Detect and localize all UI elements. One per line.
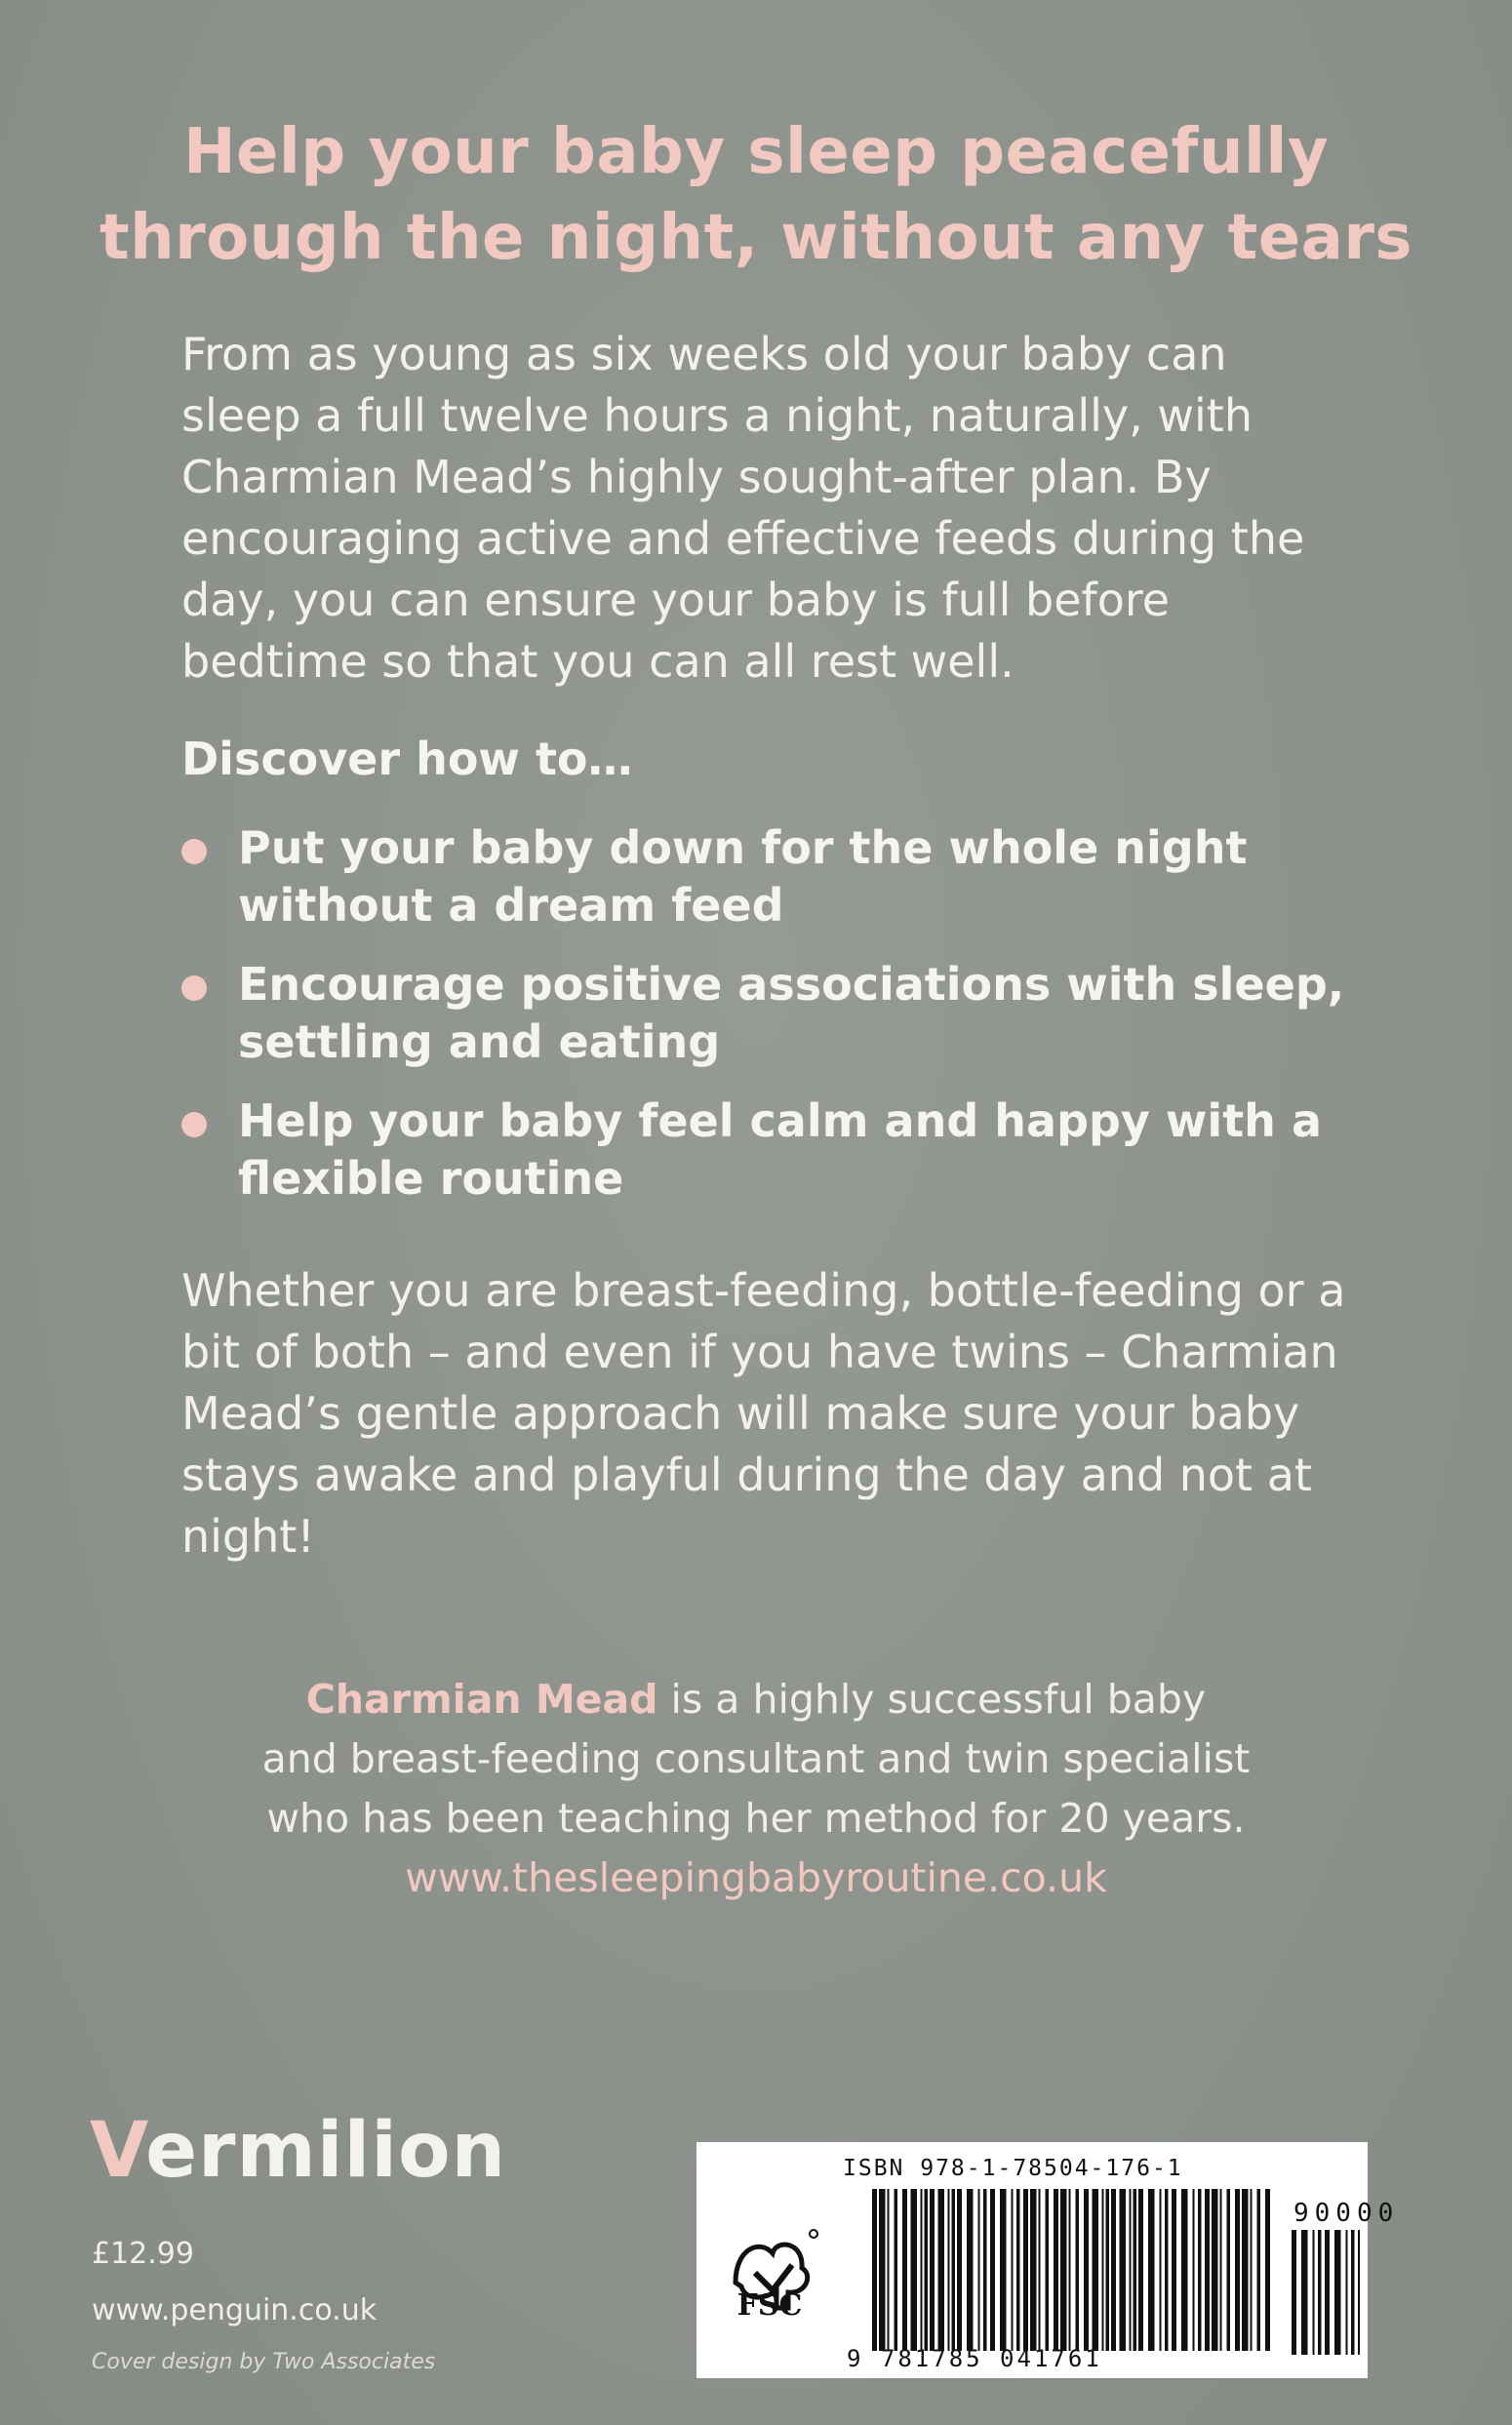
- barcode-bar: [1220, 2189, 1222, 2351]
- barcode-bar: [1172, 2189, 1176, 2351]
- barcode-bar: [1257, 2189, 1261, 2351]
- bullet-dot-icon: [181, 839, 207, 864]
- barcode-bar: [888, 2189, 890, 2351]
- headline-line-1: Help your baby sleep peacefully: [182, 116, 1330, 188]
- barcode-bar: [1054, 2189, 1058, 2351]
- barcode-bar: [1193, 2189, 1195, 2351]
- barcode-bar: [1292, 2230, 1296, 2355]
- barcode-bar: [1346, 2230, 1348, 2355]
- barcode-bar: [948, 2189, 950, 2351]
- barcode-panel: [696, 2142, 1400, 2378]
- barcode-bar: [1023, 2189, 1028, 2351]
- barcode-bar: [1358, 2230, 1360, 2355]
- bullet-dot-icon: [181, 1112, 207, 1137]
- barcode-bar: [1120, 2189, 1127, 2351]
- bio-text-3: who has been teaching her method for 20 years.: [266, 1795, 1246, 1842]
- barcode-bar: [1046, 2189, 1050, 2351]
- bullet-text: Help your baby feel calm and happy with a flexible routine: [238, 1094, 1322, 1205]
- publisher-website-link[interactable]: www.penguin.co.uk: [92, 2293, 378, 2327]
- barcode-bar: [879, 2189, 886, 2351]
- barcode-bar: [1212, 2189, 1218, 2351]
- price: £12.99: [92, 2237, 194, 2271]
- discover-heading: Discover how to…: [181, 733, 633, 785]
- barcode-bar: [1318, 2230, 1322, 2355]
- barcode-bar: [1093, 2189, 1099, 2351]
- barcode-bar: [1351, 2230, 1355, 2355]
- barcode-bar: [902, 2189, 907, 2351]
- barcode-bar: [1138, 2189, 1143, 2351]
- barcode-bar: [895, 2189, 898, 2351]
- publisher-logo: [90, 2107, 506, 2195]
- barcode-bar: [1313, 2230, 1315, 2355]
- barcode-bar: [1030, 2189, 1037, 2351]
- barcode-bar: [1265, 2189, 1270, 2351]
- vermilion-v-mark: V: [90, 2107, 146, 2195]
- headline: [78, 109, 1434, 281]
- barcode-bar: [1102, 2189, 1104, 2351]
- barcode-bar: [1000, 2189, 1007, 2351]
- barcode-bar: [952, 2189, 956, 2351]
- logo-wordmark: ermilion: [145, 2107, 507, 2195]
- barcode-bar: [1235, 2189, 1240, 2351]
- barcode-bar: [1181, 2189, 1188, 2351]
- barcode-bar: [967, 2189, 974, 2351]
- cover-credit: Cover design by Two Associates: [92, 2350, 436, 2374]
- barcode-bars: [872, 2189, 1270, 2351]
- barcode-bar: [1012, 2189, 1014, 2351]
- barcode-bar: [1325, 2230, 1330, 2355]
- bullet-dot-icon: [181, 975, 207, 1001]
- bullet-text: Encourage positive associations with sleep, settling and eating: [238, 958, 1345, 1068]
- list-item: [181, 1093, 1352, 1208]
- headline-line-2: through the night, without any tears: [99, 202, 1413, 274]
- barcode-bar: [921, 2189, 923, 2351]
- author-website-link[interactable]: www.thesleepingbabyroutine.co.uk: [405, 1854, 1107, 1901]
- barcode-bar: [1076, 2189, 1080, 2351]
- barcode-digits: 9 781785 041761: [847, 2345, 1102, 2372]
- barcode-bar: [872, 2189, 877, 2351]
- benefit-list: [181, 819, 1352, 1229]
- barcode-bar: [911, 2189, 918, 2351]
- bio-text-1: is a highly successful baby: [657, 1676, 1207, 1723]
- list-item: [181, 819, 1352, 934]
- barcode-bar: [1165, 2189, 1169, 2351]
- barcode-bar: [1111, 2189, 1116, 2351]
- list-item: [181, 956, 1352, 1071]
- barcode-bar: [1148, 2189, 1155, 2351]
- closing-paragraph: Whether you are breast-feeding, bottle-feeding or a bit of both – and even if you have twins – Charmian Mead’s gentle approach will make sure your baby stays awake and playful during the day and not at night!: [181, 1264, 1346, 1563]
- barcode-bar: [978, 2189, 980, 2351]
- addon-barcode-bars: [1292, 2230, 1360, 2355]
- intro-paragraph: From as young as six weeks old your baby can sleep a full twelve hours a night, naturally, with Charmian Mead’s highly sought-after plan. By encouraging active and effective feeds during the day, you can ensure your baby is full before bedtime so that you can all rest well.: [181, 328, 1305, 688]
- fsc-label: FSC: [736, 2288, 803, 2323]
- barcode-bar: [1301, 2230, 1308, 2355]
- barcode-bar: [983, 2189, 987, 2351]
- barcode-bar: [1069, 2189, 1071, 2351]
- barcode-bar: [930, 2189, 935, 2351]
- price-addon-code: 90000: [1293, 2199, 1400, 2228]
- barcode-bar: [1016, 2189, 1020, 2351]
- isbn: ISBN 978-1-78504-176-1: [843, 2156, 1183, 2181]
- barcode-bar: [1130, 2189, 1132, 2351]
- barcode-bar: [990, 2189, 995, 2351]
- barcode-bar: [1039, 2189, 1041, 2351]
- barcode-bar: [1242, 2189, 1249, 2351]
- bio-text-2: and breast-feeding consultant and twin specialist: [261, 1735, 1251, 1782]
- barcode-bar: [957, 2189, 962, 2351]
- barcode-bar: [1084, 2189, 1089, 2351]
- bullet-text: Put your baby down for the whole night without a dream feed: [238, 821, 1248, 932]
- barcode-bar: [1134, 2189, 1137, 2351]
- barcode-bar: [1060, 2189, 1067, 2351]
- barcode-bar: [1251, 2189, 1253, 2351]
- barcode-bar: [1334, 2230, 1341, 2355]
- barcode-bar: [1227, 2189, 1231, 2351]
- barcode-bar: [1205, 2189, 1210, 2351]
- barcode-bar: [938, 2189, 945, 2351]
- barcode-bar: [925, 2189, 929, 2351]
- author-bio: [117, 1670, 1395, 1908]
- author-name: Charmian Mead: [305, 1676, 658, 1723]
- barcode-bar: [1198, 2189, 1202, 2351]
- barcode-bar: [1160, 2189, 1162, 2351]
- barcode-bar: [1106, 2189, 1110, 2351]
